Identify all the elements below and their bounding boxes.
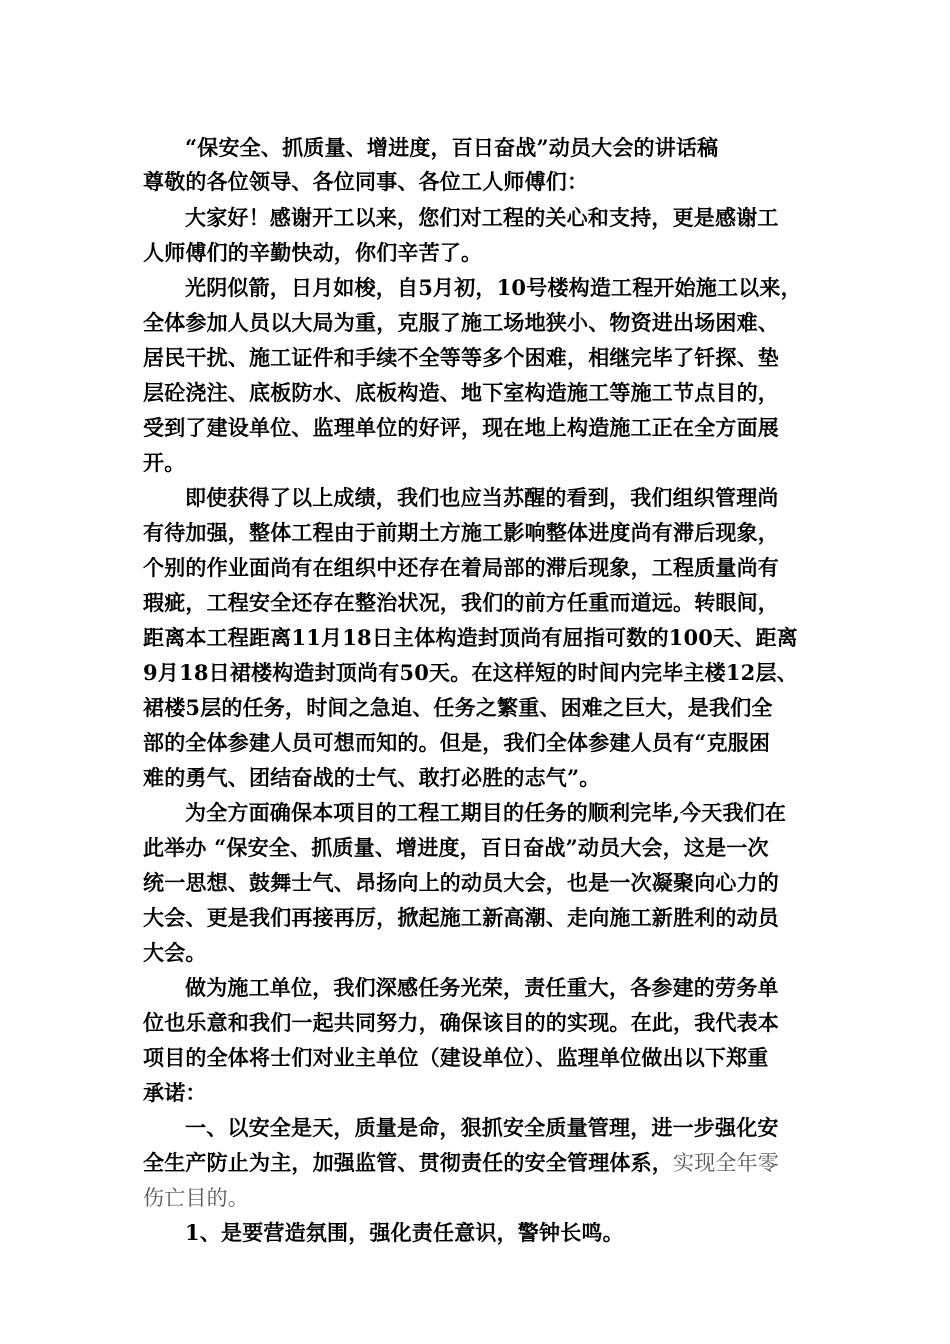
body-line: 大会、更是我们再接再厉，掀起施工新高潮、走向施工新胜利的动员 <box>143 905 779 930</box>
body-line: 瑕疵，工程安全还存在整治状况，我们的前方任重而道远。转眼间， <box>143 590 779 615</box>
body-line <box>143 1148 779 1178</box>
body-line: 即使获得了以上成绩，我们也应当苏醒的看到，我们组织管理尚 <box>185 485 779 510</box>
salutation: 尊敬的各位领导、各位同事、各位工人师傅们： <box>143 169 589 194</box>
body-line: 裙楼5层的任务，时间之急迫、任务之繁重、困难之巨大，是我们全 <box>143 695 773 720</box>
body-line: 全体参加人员以大局为重，克服了施工场地狭小、物资进出场困难、 <box>143 310 779 335</box>
body-line: 受到了建设单位、监理单位的好评，现在地上构造施工正在全方面展 <box>143 415 779 440</box>
body-line: 距离本工程距离11月18日主体构造封顶尚有屈指可数的100天、距离 <box>143 625 798 650</box>
body-line: 为全方面确保本项目的工程工期目的任务的顺利完毕,今天我们在 <box>185 800 787 825</box>
body-line: 大会。 <box>143 940 207 965</box>
body-line: 伤亡目的。 <box>143 1186 249 1210</box>
body-line: 大家好！感谢开工以来，您们对工程的关心和支持，更是感谢工 <box>185 205 779 230</box>
body-line: 此举办 “保安全、抓质量、增进度，百日奋战”动员大会，这是一次 <box>143 835 769 860</box>
body-line-text: 全生产防止为主，加强监管、贯彻责任的安全管理体系， <box>143 1150 673 1175</box>
body-line: 9月18日裙楼构造封顶尚有50天。在这样短的时间内完毕主楼12层、 <box>143 660 798 685</box>
body-line: 难的勇气、团结奋战的士气、敢打必胜的志气”。 <box>143 765 601 790</box>
body-line: 做为施工单位，我们深感任务光荣，责任重大，各参建的劳务单 <box>185 975 779 1000</box>
body-line: 1、是要营造氛围，强化责任意识，警钟长鸣。 <box>185 1220 624 1245</box>
body-line: 个别的作业面尚有在组织中还存在着局部的滞后现象，工程质量尚有 <box>143 555 779 580</box>
body-line: 位也乐意和我们一起共同努力，确保该目的的实现。在此，我代表本 <box>143 1010 779 1035</box>
document-title: “保安全、抓质量、增进度，百日奋战”动员大会的讲话稿 <box>185 135 719 160</box>
body-line: 项目的全体将士们对业主单位（建设单位）、监理单位做出以下郑重 <box>143 1045 769 1070</box>
body-line: 光阴似箭，日月如梭，自5月初，10号楼构造工程开始施工以来， <box>185 275 802 300</box>
body-line: 层砼浇注、底板防水、底板构造、地下室构造施工等施工节点目的， <box>143 380 779 405</box>
body-line: 人师傅们的辛勤快动，你们辛苦了。 <box>143 240 483 265</box>
body-line: 有待加强，整体工程由于前期土方施工影响整体进度尚有滞后现象， <box>143 520 779 545</box>
body-line: 居民干扰、施工证件和手续不全等等多个困难，相继完毕了钎探、垫 <box>143 345 779 370</box>
body-line: 统一思想、鼓舞士气、昂扬向上的动员大会，也是一次凝聚向心力的 <box>143 870 779 895</box>
body-line: 开。 <box>143 450 186 475</box>
body-line: 承诺： <box>143 1080 207 1105</box>
body-line: 一、以安全是天，质量是命，狠抓安全质量管理，进一步强化安 <box>185 1115 779 1140</box>
body-line-tail: 实现全年零 <box>673 1151 779 1175</box>
body-line: 部的全体参建人员可想而知的。但是，我们全体参建人员有“克服困 <box>143 730 771 755</box>
